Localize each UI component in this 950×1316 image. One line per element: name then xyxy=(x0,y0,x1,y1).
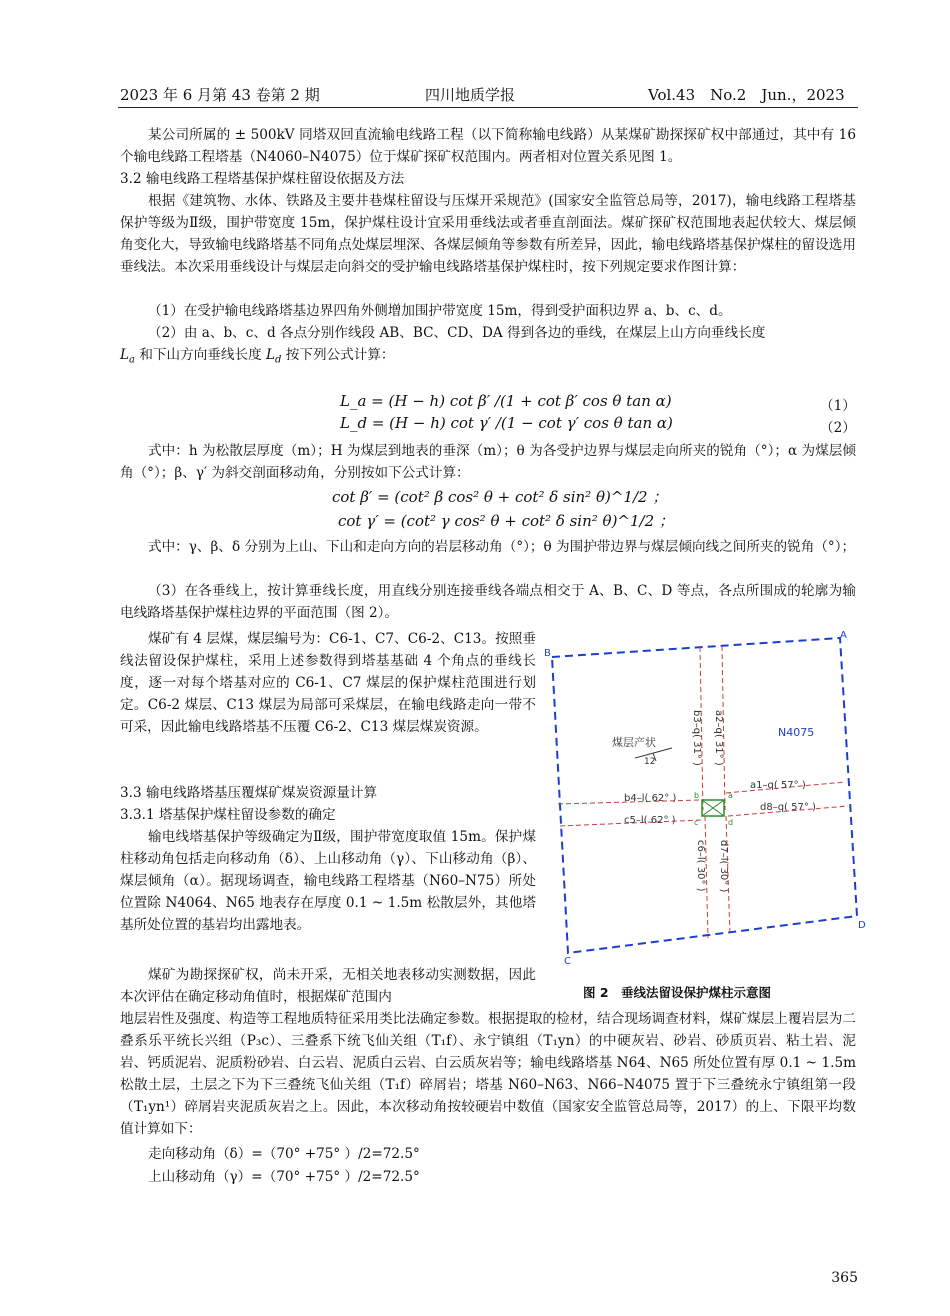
symbol-ld: $L_d$ xyxy=(266,347,282,366)
equation-2-number: （2） xyxy=(820,420,856,436)
point-a: a xyxy=(728,791,733,800)
paragraph-intro: 某公司所属的 ± 500kV 同塔双回直流输电线路工程（以下简称输电线路）从某煤矿勘探探矿权中部通过，其中有 16 个输电线路工程塔基（N4060–N4075）位于煤矿探矿权范围内。两者相对位置关系见图 1。 xyxy=(120,127,856,165)
paragraph-parameters: 输电线塔基保护等级确定为Ⅱ级，围护带宽度取值 15m。保护煤柱移动角包括走向移动角（δ）、上山移动角（γ）、下山移动角（β）、煤层倾角（α）。据现场调查，输电线路工程塔基（N60–N75）所处位置除 N4064、N65 地表存在厚度 0.1 ~ 1.5m 松散层外，其他塔基所处位置的基岩均出露地表。 xyxy=(120,829,536,933)
point-b: b xyxy=(694,791,700,800)
equation-explanation: 式中：h 为松散层厚度（m）；H 为煤层到地表的垂深（m）；θ 为各受护边界与煤层走向所夹的锐角（°）；α 为煤层倾角（°）；β、γ′ 为斜交剖面移动角，分别按如下公式计算： xyxy=(120,443,856,481)
symbol-la: $L_a$ xyxy=(120,347,135,366)
step-1: （1）在受护输电线路塔基边界四角外侧增加围护带宽度 15m，得到受护面积边界 a、b、c、d。 xyxy=(148,303,732,319)
corner-label-a: A xyxy=(840,630,847,641)
label-c5: c5–l( 62° ) xyxy=(624,815,676,826)
point-c: c xyxy=(694,818,699,827)
section-heading-3-2: 3.2 输电线路工程塔基保护煤柱留设依据及方法 xyxy=(120,171,405,187)
calc-strike-angle: 走向移动角（δ）=（70° +75° ）/2=72.5° xyxy=(148,1146,420,1162)
journal-volume: Vol.43 No.2 Jun.，2023 xyxy=(648,86,845,104)
step-2: （2）由 a、b、c、d 各点分别作线段 AB、BC、CD、DA 得到各边的垂线，在煤层上山方向垂线长度 $L_a$ 和下山方向垂线长度 $L_d$ 按下列公式计算： xyxy=(120,325,766,366)
calc-upslope-angle: 上山移动角（γ）=（70° +75° ）/2=72.5° xyxy=(148,1169,420,1185)
label-a2: a2–q( 31° ) xyxy=(713,710,724,766)
equation-4: cot γ′ = (cot² γ cos² θ + cot² δ sin² θ)^1/2 ； xyxy=(338,512,674,530)
label-c6: c6–l( 30° ) xyxy=(695,840,706,892)
section-heading-3-3-1: 3.3.1 塔基保护煤柱留设参数的确定 xyxy=(120,807,336,823)
header-rule xyxy=(118,107,858,108)
corner-label-c: C xyxy=(564,956,571,967)
coal-pillar-boundary xyxy=(552,638,857,953)
corner-label-b: B xyxy=(544,648,551,659)
label-b3: b3–q( 31° ) xyxy=(691,710,702,766)
paragraph-coal-seams: 煤矿有 4 层煤，煤层编号为：C6-1、C7、C6-2、C13。按照垂线法留设保护煤柱，采用上述参数得到塔基基础 4 个角点的垂线长度，逐一对每个塔基对应的 C6-1、C7 煤层的保护煤柱范围进行划定。C6-2 煤层、C13 煤层为局部可采煤层，在输电线路走向一带不可采，因此输电线路塔基不压覆 C6-2、C13 煤层煤炭资源。 xyxy=(120,631,536,735)
point-d: d xyxy=(728,818,734,827)
journal-name: 四川地质学报 xyxy=(425,86,516,104)
tower-label: N4075 xyxy=(778,726,815,739)
equation-1: L_a = (H − h) cot β′ /(1 + cot β′ cos θ tan α) xyxy=(340,392,672,410)
figure-2-drawing xyxy=(540,630,870,970)
angle-explanation: 式中：γ、β、δ 分别为上山、下山和走向方向的岩层移动角（°）；θ 为围护带边界与煤层倾向线之间所夹的锐角（°）； xyxy=(148,539,856,555)
page-number: 365 xyxy=(831,1270,858,1286)
paragraph-movement-angle: 煤矿为勘探探矿权，尚未开采，无相关地表移动实测数据，因此本次评估在确定移动角值时，根据煤矿范围内 xyxy=(120,967,536,1005)
paragraph-lithology: 地层岩性及强度、构造等工程地质特征采用类比法确定参数。根据提取的检材，结合现场调查材料，煤矿煤层上覆岩层为二叠系乐平统长兴组（P₃c）、三叠系下统飞仙关组（T₁f）、永宁镇组（T₁yn）的中硬灰岩、砂岩、砂质页岩、粘土岩、泥岩、钙质泥岩、泥质粉砂岩、白云岩、泥质白云岩、白云质灰岩等；输电线路塔基 N64、N65 所处位置有厚 0.1 ~ 1.5m 松散土层，土层之下为下三叠统飞仙关组（T₁f）碎屑岩；塔基 N60–N63、N66–N4075 置于下三叠统永宁镇组第一段（T₁yn¹）碎屑岩夹泥质灰岩之上。因此，本次移动角按较硬岩中数值（国家安全监管总局等，2017）的上、下限平均数值计算如下： xyxy=(120,1011,856,1137)
section-heading-3-3: 3.3 输电线路塔基压覆煤矿煤炭资源量计算 xyxy=(120,785,378,801)
label-d7: d7–l( 30° ) xyxy=(718,840,729,893)
seam-value: 12 xyxy=(644,757,656,767)
journal-issue: 2023 年 6 月第 43 卷第 2 期 xyxy=(120,86,320,104)
equation-3: cot β′ = (cot² β cos² θ + cot² δ sin² θ)^1/2 ； xyxy=(332,488,668,506)
equation-2: L_d = (H − h) cot γ′ /(1 − cot γ′ cos θ tan α) xyxy=(340,414,673,432)
figure-2 xyxy=(540,630,870,970)
equation-1-number: （1） xyxy=(820,398,856,414)
figure-2-caption: 图 2 垂线法留设保护煤柱示意图 xyxy=(583,985,772,1000)
label-b4: b4–l( 62° ) xyxy=(624,793,677,804)
label-a1: a1–q( 57° ) xyxy=(750,780,806,791)
seam-label: 煤层产状 xyxy=(612,736,656,749)
step-3: （3）在各垂线上，按计算垂线长度，用直线分别连接垂线各端点相交于 A、B、C、D 等点，各点所围成的轮廓为输电线路塔基保护煤柱边界的平面范围（图 2）。 xyxy=(120,583,856,621)
label-d8: d8–q( 57° ) xyxy=(760,802,816,813)
corner-label-d: D xyxy=(858,920,866,931)
paragraph-basis: 根据《建筑物、水体、铁路及主要井巷煤柱留设与压煤开采规范》(国家安全监管总局等，2017)，输电线路工程塔基保护等级为Ⅱ级，围护带宽度 15m，保护煤柱设计宜采用垂线法或者垂直剖面法。煤矿探矿权范围地表起伏较大、煤层倾角变化大，导致输电线路塔基不同角点处煤层埋深、各煤层倾角等参数有所差异，因此，输电线路塔基保护煤柱的留设选用垂线法。本次采用垂线设计与煤层走向斜交的受护输电线路塔基保护煤柱时，按下列规定要求作图计算： xyxy=(120,193,856,275)
